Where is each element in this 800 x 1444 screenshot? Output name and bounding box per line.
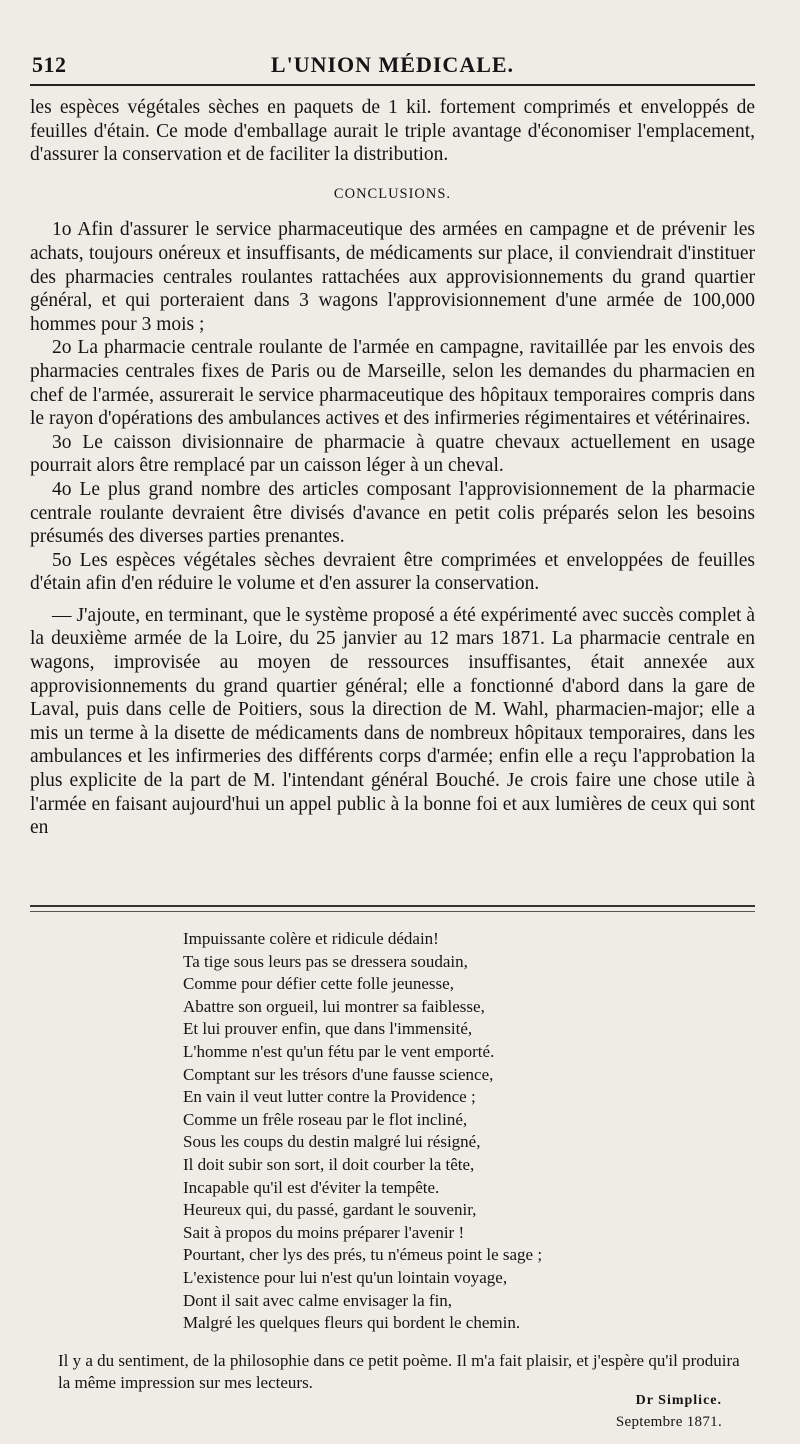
- conclusion-item: 2o La pharmacie centrale roulante de l'armée en campagne, ravitaillée par les envois des pharmacies centrales fixes de Paris ou de Marseille, selon les demandes du pharmacien en chef de l'armée, assurerait le service pharmaceutique des hôpitaux temporaires compris dans le rayon d'opérations des ambulances actives et des infirmeries régimentaires et vétérinaires.: [30, 337, 755, 430]
- poem: [183, 928, 603, 1335]
- closing-text: Il y a du sentiment, de la philosophie dans ce petit poème. Il m'a fait plaisir, et j'espère qu'il produira la même impression sur mes lecteurs.: [58, 1351, 740, 1392]
- signature: Dr Simplice.: [635, 1393, 722, 1408]
- poem-line: Dont il sait avec calme envisager la fin,: [183, 1290, 453, 1310]
- poem-line: L'existence pour lui n'est qu'un lointain voyage,: [183, 1267, 508, 1287]
- section-heading: CONCLUSIONS.: [333, 185, 452, 202]
- poem-line: Heureux qui, du passé, gardant le souvenir,: [183, 1200, 477, 1220]
- poem-line: Et lui prouver enfin, que dans l'immensité,: [183, 1019, 473, 1039]
- poem-date: Septembre 1871.: [615, 1414, 722, 1430]
- poem-line: Ta tige sous leurs pas se dressera soudain,: [183, 951, 468, 971]
- poem-line: Incapable qu'il est d'éviter la tempête.: [183, 1177, 440, 1197]
- poem-line: Comme un frêle roseau par le flot incliné,: [183, 1109, 468, 1129]
- conclusion-item: 1o Afin d'assurer le service pharmaceutique des armées en campagne et de prévenir les achats, toujours onéreux et insuffisants, de médicaments sur place, il conviendrait d'instituer des pharmacies centrales roulantes rattachées aux approvisionnements du grand quartier général, et qui porteraient dans 3 wagons l'approvisionnement d'une armée de 100,000 hommes pour 3 mois ;: [30, 219, 755, 335]
- feuilleton-separator: [30, 905, 755, 912]
- page-number: 512: [32, 52, 67, 77]
- poem-line: Impuissante colère et ridicule dédain!: [183, 929, 439, 948]
- poem-line: Sait à propos du moins préparer l'avenir !: [183, 1222, 465, 1242]
- header-rule: [30, 84, 755, 86]
- poem-line: Sous les coups du destin malgré lui résigné,: [183, 1132, 481, 1152]
- poem-line: Il doit subir son sort, il doit courber la tête,: [183, 1154, 475, 1174]
- page-header: [30, 44, 755, 84]
- conclusion-item: 5o Les espèces végétales sèches devraient être comprimées et enveloppées de feuilles d'étain afin d'en réduire le volume et d'en assurer la conservation.: [30, 549, 755, 595]
- spacer: [30, 596, 755, 604]
- intro-paragraph: les espèces végétales sèches en paquets de 1 kil. fortement comprimés et enveloppés de feuilles d'étain. Ce mode d'emballage aurait le triple avantage d'économiser l'emplacement, d'assurer la conservation et de faciliter la distribution.: [30, 97, 755, 166]
- conclusion-item: 3o Le caisson divisionnaire de pharmacie à quatre chevaux actuellement en usage pourrait alors être remplacé par un caisson léger à un cheval.: [30, 431, 755, 477]
- poem-line: Malgré les quelques fleurs qui bordent le chemin.: [183, 1313, 521, 1333]
- poem-line: Comptant sur les trésors d'une fausse science,: [183, 1064, 494, 1084]
- poem-line: Abattre son orgueil, lui montrer sa faiblesse,: [183, 996, 485, 1016]
- closing-remark: [58, 1350, 755, 1394]
- conclusion-item: 4o Le plus grand nombre des articles composant l'approvisionnement de la pharmacie centrale roulante devraient être divisés d'avance en petit colis préparés selon les besoins présumés des diverses parties prenantes.: [30, 478, 755, 548]
- journal-title: L'UNION MÉDICALE.: [270, 52, 515, 77]
- poem-line: L'homme n'est qu'un fétu par le vent emporté.: [183, 1041, 495, 1061]
- poem-line: Comme pour défier cette folle jeunesse,: [183, 974, 454, 994]
- article-body: [30, 96, 755, 840]
- final-paragraph: — J'ajoute, en terminant, que le système proposé a été expérimenté avec succès complet à la deuxième armée de la Loire, du 25 janvier au 12 mars 1871. La pharmacie centrale en wagons, improvisée au moyen de ressources insuffisantes, était annexée aux approvisionnements du grand quartier général; elle a fonctionné d'abord dans la gare de Laval, puis dans celle de Poitiers, sous la direction de M. Wahl, pharmacien-major; elle a mis un terme à la disette de médicaments dans de nombreux hôpitaux temporaires, dans les ambulances et les infirmeries des différents corps d'armée; enfin elle a reçu l'approbation la plus explicite de la part de M. l'intendant général Bouché. Je crois faire une chose utile à l'armée en faisant aujourd'hui un appel public à la bonne foi et aux lumières de ceux qui sont en: [30, 604, 755, 839]
- poem-line: Pourtant, cher lys des prés, tu n'émeus point le sage ;: [183, 1245, 543, 1265]
- poem-line: En vain il veut lutter contre la Providence ;: [183, 1087, 476, 1107]
